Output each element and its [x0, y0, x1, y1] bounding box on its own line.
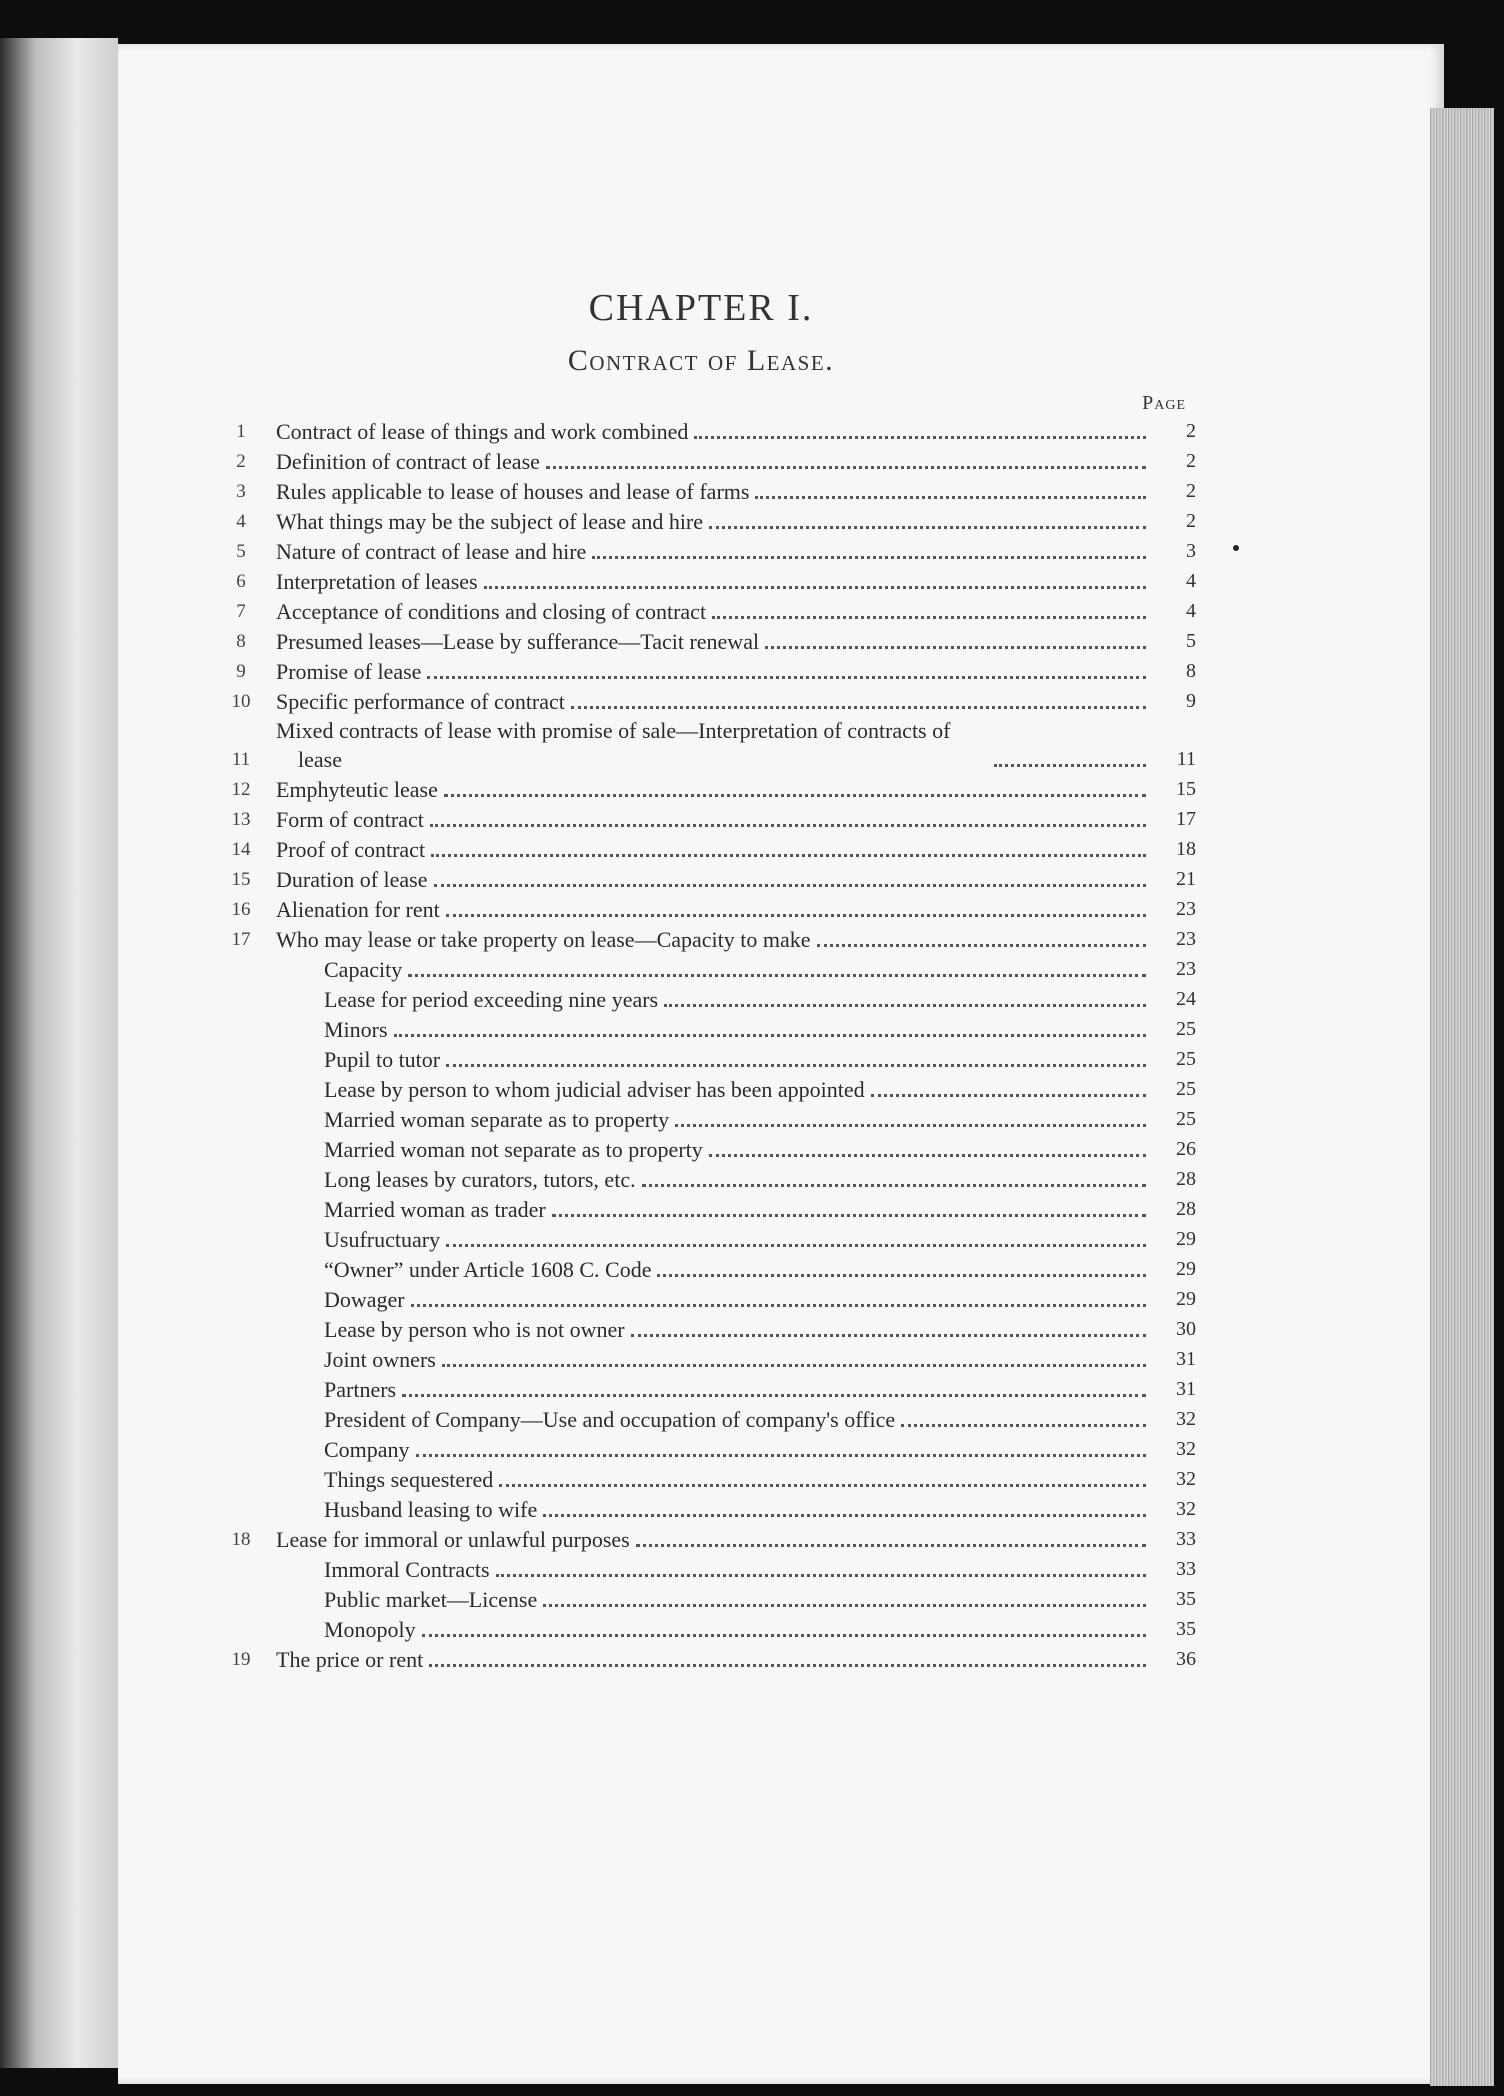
toc-entry: [206, 1044, 1196, 1074]
entry-body: [276, 1585, 1154, 1614]
dot-leader: [571, 706, 1146, 709]
entry-title: Interpretation of leases: [276, 569, 478, 594]
entry-body: [276, 687, 1154, 716]
dot-leader: [552, 1214, 1146, 1217]
entry-body: [276, 1435, 1154, 1464]
entry-title: Mixed contracts of lease with promise of sale—Interpretation of contracts of lease: [276, 718, 951, 772]
entry-body: [276, 1645, 1154, 1674]
toc-entry: [206, 446, 1196, 476]
entry-title: Company: [324, 1437, 410, 1462]
dot-leader: [430, 824, 1146, 827]
dot-leader: [484, 586, 1146, 589]
dot-leader: [427, 676, 1146, 679]
page-number: 35: [1176, 1618, 1196, 1640]
entry-body: [276, 657, 1154, 686]
facing-page-edge: [0, 38, 118, 2068]
entry-body: [276, 1345, 1154, 1374]
page-number: 25: [1176, 1078, 1196, 1100]
dot-leader: [694, 436, 1146, 439]
toc-entry: [206, 626, 1196, 656]
dot-leader: [416, 1454, 1146, 1457]
entry-body: [276, 627, 1154, 656]
entry-body: [276, 835, 1154, 864]
page-number: 29: [1176, 1288, 1196, 1310]
page-number: 2: [1186, 510, 1196, 532]
toc-entry: [206, 1644, 1196, 1674]
entry-body: [276, 567, 1154, 596]
entry-title: Husband leasing to wife: [324, 1497, 538, 1522]
page-number: 4: [1186, 570, 1196, 592]
entry-title: Lease for immoral or unlawful purposes: [276, 1527, 630, 1552]
page-number: 2: [1186, 480, 1196, 502]
entry-title: Married woman not separate as to property: [324, 1137, 703, 1162]
article-number: 6: [236, 571, 246, 592]
article-number: 4: [236, 511, 246, 532]
entry-body: [276, 1225, 1154, 1254]
entry-title: Form of contract: [276, 807, 424, 832]
toc-entry: [206, 804, 1196, 834]
dot-leader: [444, 794, 1146, 797]
dot-leader: [592, 556, 1146, 559]
page-number: 25: [1176, 1018, 1196, 1040]
toc-entry: [206, 1104, 1196, 1134]
article-number: 12: [231, 779, 251, 800]
entry-body: [276, 1015, 1154, 1044]
entry-body: [276, 477, 1154, 506]
entry-body: [276, 1165, 1154, 1194]
page-number: 23: [1176, 928, 1196, 950]
entry-title: Capacity: [324, 957, 403, 982]
entry-title: Minors: [324, 1017, 388, 1042]
entry-body: [276, 1135, 1154, 1164]
dot-leader: [431, 854, 1146, 857]
page-number: 3: [1186, 540, 1196, 562]
article-number: 16: [231, 899, 251, 920]
page-number: 8: [1186, 660, 1196, 682]
toc-entry: [206, 1554, 1196, 1584]
page-number: 25: [1176, 1108, 1196, 1130]
dot-leader: [429, 1664, 1146, 1667]
entry-title: Pupil to tutor: [324, 1047, 441, 1072]
dot-leader: [994, 764, 1146, 767]
article-number: 8: [236, 631, 246, 652]
toc-entry: [206, 1014, 1196, 1044]
page-number: 11: [1176, 748, 1196, 770]
article-number: 17: [231, 929, 251, 950]
entry-body: [276, 1315, 1154, 1344]
entry-body: [276, 805, 1154, 834]
dot-leader: [636, 1544, 1146, 1547]
entry-title: “Owner” under Article 1608 C. Code: [324, 1257, 652, 1282]
entry-title: Proof of contract: [276, 837, 426, 862]
toc-entry: [206, 416, 1196, 446]
dot-leader: [765, 646, 1146, 649]
toc-entry: [206, 1314, 1196, 1344]
toc-entry: [206, 1224, 1196, 1254]
page-number: 32: [1176, 1468, 1196, 1490]
entry-body: [276, 1495, 1154, 1524]
dot-leader: [446, 914, 1146, 917]
page-stack-edge: [1430, 108, 1494, 2086]
page-number: 17: [1176, 808, 1196, 830]
page-number: 28: [1176, 1168, 1196, 1190]
dot-leader: [543, 1604, 1146, 1607]
ink-speck: [1233, 545, 1239, 551]
dot-leader: [546, 466, 1146, 469]
entry-title: Duration of lease: [276, 867, 428, 892]
dot-leader: [408, 974, 1146, 977]
page-number: 31: [1176, 1378, 1196, 1400]
entry-title: Promise of lease: [276, 659, 422, 684]
page-number: 25: [1176, 1048, 1196, 1070]
entry-title: Emphyteutic lease: [276, 777, 438, 802]
toc-entry: [206, 686, 1196, 716]
page-number: 32: [1176, 1408, 1196, 1430]
toc-entry: [206, 1494, 1196, 1524]
page-number: 23: [1176, 898, 1196, 920]
page-number: 2: [1186, 450, 1196, 472]
page-number: 28: [1176, 1198, 1196, 1220]
entry-body: [276, 1255, 1154, 1284]
entry-title: Acceptance of conditions and closing of contract: [276, 599, 707, 624]
article-number: 10: [231, 691, 251, 712]
entry-title: Lease for period exceeding nine years: [324, 987, 659, 1012]
entry-title: Dowager: [324, 1287, 405, 1312]
toc-entry: [206, 716, 1196, 774]
entry-body: [276, 775, 1154, 804]
toc-entry: [206, 536, 1196, 566]
entry-title: Definition of contract of lease: [276, 449, 540, 474]
dot-leader: [664, 1004, 1146, 1007]
page-number: 33: [1176, 1528, 1196, 1550]
entry-body: [276, 447, 1154, 476]
entry-title: Monopoly: [324, 1617, 416, 1642]
entry-title: Partners: [324, 1377, 397, 1402]
toc-entry: [206, 894, 1196, 924]
page-number: 29: [1176, 1258, 1196, 1280]
entry-body: [276, 955, 1154, 984]
page-number: 23: [1176, 958, 1196, 980]
entry-title: Immoral Contracts: [324, 1557, 490, 1582]
page-number: 5: [1186, 630, 1196, 652]
dot-leader: [675, 1124, 1146, 1127]
toc-entry: [206, 566, 1196, 596]
page-column-label: Page: [1142, 392, 1186, 414]
toc-entry: [206, 1584, 1196, 1614]
toc-entry: [206, 1344, 1196, 1374]
dot-leader: [411, 1304, 1146, 1307]
toc-entry: [206, 924, 1196, 954]
entry-body: [276, 1195, 1154, 1224]
page-number: 15: [1176, 778, 1196, 800]
entry-title: Rules applicable to lease of houses and lease of farms: [276, 479, 750, 504]
entry-body: [276, 1465, 1154, 1494]
entry-title: Usufructuary: [324, 1227, 441, 1252]
entry-title: Long leases by curators, tutors, etc.: [324, 1167, 636, 1192]
toc-entry: [206, 864, 1196, 894]
entry-body: [276, 597, 1154, 626]
entry-title: Lease by person who is not owner: [324, 1317, 625, 1342]
entry-body: [276, 985, 1154, 1014]
toc-entry: [206, 1284, 1196, 1314]
entry-title: President of Company—Use and occupation of company's office: [324, 1407, 896, 1432]
entry-title: Public market—License: [324, 1587, 538, 1612]
dot-leader: [434, 884, 1147, 887]
toc-entry: [206, 954, 1196, 984]
toc-entry: [206, 1074, 1196, 1104]
entry-title: Contract of lease of things and work combined: [276, 419, 689, 444]
entry-body: [276, 1105, 1154, 1134]
toc-entry: [206, 476, 1196, 506]
dot-leader: [499, 1484, 1146, 1487]
entry-body: [276, 1045, 1154, 1074]
entry-body: [276, 1375, 1154, 1404]
entry-body: [276, 417, 1154, 446]
toc-entry: [206, 774, 1196, 804]
dot-leader: [901, 1424, 1146, 1427]
dot-leader: [817, 944, 1146, 947]
article-number: 9: [236, 661, 246, 682]
toc-entry: [206, 984, 1196, 1014]
dot-leader: [657, 1274, 1146, 1277]
page-number: 29: [1176, 1228, 1196, 1250]
article-number: 1: [236, 421, 246, 442]
page-number: 4: [1186, 600, 1196, 622]
toc-list: [206, 416, 1196, 1674]
dot-leader: [422, 1634, 1146, 1637]
entry-body: [276, 1075, 1154, 1104]
table-of-contents: [206, 286, 1196, 1674]
entry-body: [276, 865, 1154, 894]
entry-body: [276, 925, 1154, 954]
article-number: 14: [231, 839, 251, 860]
toc-entry: [206, 1524, 1196, 1554]
entry-body: [276, 716, 1154, 774]
page-number: 35: [1176, 1588, 1196, 1610]
entry-body: [276, 895, 1154, 924]
toc-entry: [206, 656, 1196, 686]
article-number: 15: [231, 869, 251, 890]
entry-body: [276, 1555, 1154, 1584]
entry-title: Married woman as trader: [324, 1197, 546, 1222]
toc-entry: [206, 834, 1196, 864]
article-number: 7: [236, 601, 246, 622]
dot-leader: [871, 1094, 1146, 1097]
entry-title: Lease by person to whom judicial adviser has been appointed: [324, 1077, 865, 1102]
toc-entry: [206, 1134, 1196, 1164]
toc-entry: [206, 1374, 1196, 1404]
page-number: 2: [1186, 420, 1196, 442]
dot-leader: [543, 1514, 1146, 1517]
page-number: 32: [1176, 1438, 1196, 1460]
chapter-heading: CHAPTER I.: [588, 287, 814, 329]
page-number: 33: [1176, 1558, 1196, 1580]
entry-title: Presumed leases—Lease by sufferance—Tacit renewal: [276, 629, 760, 654]
page-number: 9: [1186, 690, 1196, 712]
entry-title: Who may lease or take property on lease—Capacity to make: [276, 927, 811, 952]
dot-leader: [394, 1034, 1146, 1037]
dot-leader: [642, 1184, 1146, 1187]
toc-entry: [206, 1434, 1196, 1464]
article-number: 3: [236, 481, 246, 502]
dot-leader: [446, 1064, 1146, 1067]
entry-title: The price or rent: [276, 1647, 424, 1672]
entry-body: [276, 507, 1154, 536]
entry-title: Alienation for rent: [276, 897, 440, 922]
toc-entry: [206, 596, 1196, 626]
dot-leader: [402, 1394, 1146, 1397]
section-heading: Contract of Lease.: [567, 344, 835, 377]
page-number: 21: [1176, 868, 1196, 890]
dot-leader: [709, 1154, 1146, 1157]
article-number: 19: [231, 1649, 251, 1670]
entry-title: Specific performance of contract: [276, 689, 565, 714]
dot-leader: [755, 496, 1146, 499]
article-number: 13: [231, 809, 251, 830]
entry-body: [276, 1525, 1154, 1554]
toc-entry: [206, 1194, 1196, 1224]
page-number: 31: [1176, 1348, 1196, 1370]
article-number: 18: [231, 1529, 251, 1550]
page-number: 32: [1176, 1498, 1196, 1520]
entry-title: Things sequestered: [324, 1467, 494, 1492]
page-number: 18: [1176, 838, 1196, 860]
entry-body: [276, 537, 1154, 566]
article-number: 11: [231, 749, 251, 770]
entry-title: What things may be the subject of lease and hire: [276, 509, 704, 534]
dot-leader: [712, 616, 1146, 619]
toc-entry: [206, 1254, 1196, 1284]
entry-body: [276, 1615, 1154, 1644]
entry-body: [276, 1285, 1154, 1314]
dot-leader: [442, 1364, 1146, 1367]
toc-entry: [206, 1464, 1196, 1494]
page-number: 36: [1176, 1648, 1196, 1670]
page-number: 26: [1176, 1138, 1196, 1160]
entry-title: Married woman separate as to property: [324, 1107, 670, 1132]
entry-body: [276, 1405, 1154, 1434]
toc-entry: [206, 506, 1196, 536]
page-number: 24: [1176, 988, 1196, 1010]
toc-entry: [206, 1164, 1196, 1194]
dot-leader: [446, 1244, 1146, 1247]
page-number: 30: [1176, 1318, 1196, 1340]
entry-title: Joint owners: [324, 1347, 436, 1372]
dot-leader: [631, 1334, 1146, 1337]
dot-leader: [496, 1574, 1146, 1577]
article-number: 5: [236, 541, 246, 562]
toc-entry: [206, 1614, 1196, 1644]
entry-title: Nature of contract of lease and hire: [276, 539, 587, 564]
dot-leader: [709, 526, 1146, 529]
toc-entry: [206, 1404, 1196, 1434]
article-number: 2: [236, 451, 246, 472]
